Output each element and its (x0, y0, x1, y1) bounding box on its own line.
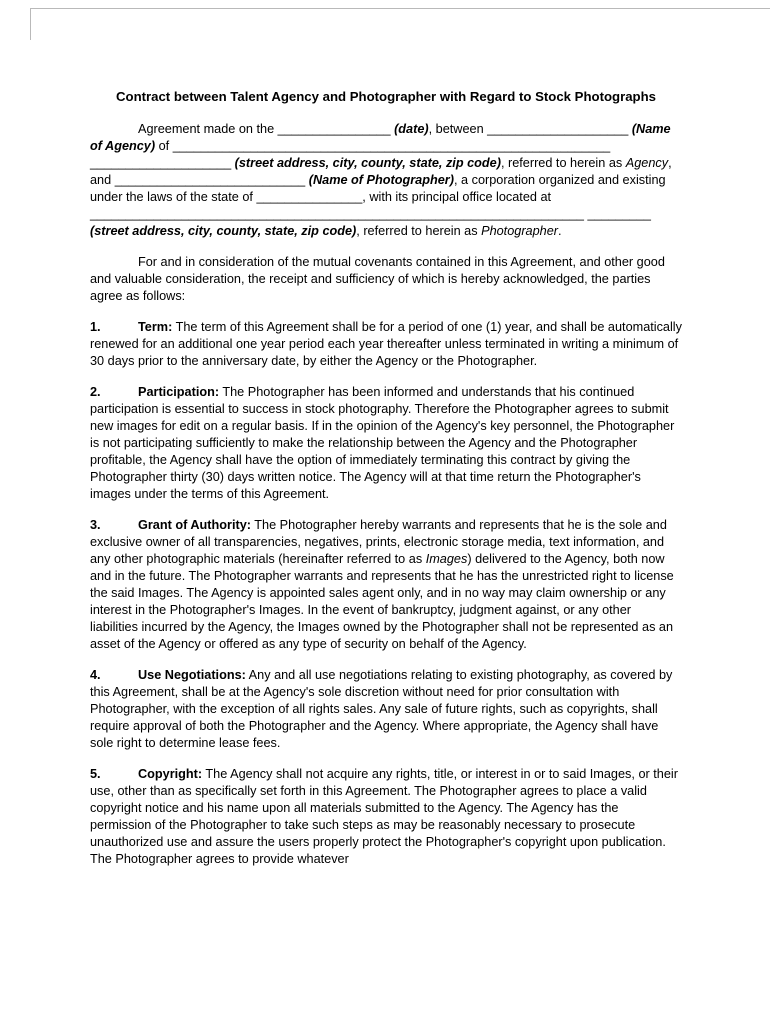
intro-paragraph (90, 121, 682, 240)
text-run: Images (425, 552, 468, 566)
section-4-number: 4. (90, 668, 101, 682)
text-run: , between ____________________ (428, 122, 632, 136)
section-2-participation (90, 384, 682, 503)
scan-edge-top (30, 8, 770, 9)
text-run: , a corporation organized and existing under the laws of the state of _______________, with its principal office located at ______________________________________________________________________ _________ (90, 173, 666, 221)
section-1-term (90, 319, 682, 370)
text-run: (street address, city, county, state, zip code) (234, 156, 501, 170)
scan-edge-left (30, 8, 31, 40)
text-run: (Name of Agency) (90, 122, 671, 153)
text-run: The Photographer has been informed and understands that his continued participation is essential to success in stock photography. Therefore the Photographer agrees to submit new images for edit on a regular basis. If in the opinion of the Agency's key personnel, the Photographer is not participating sufficiently to make the relationship between the Agency and the Photographer profitable, the Agency shall have the option of immediately terminating this contract by giving the Photographer thirty (30) days written notice. The Agency will at that time return the Photographer's images under the terms of this Agreement. (90, 385, 675, 501)
text-run: Photographer (481, 224, 558, 238)
text-run: , and ___________________________ (90, 156, 672, 187)
text-run: The Photographer hereby warrants and represents that he is the sole and exclusive owner of all transparencies, negatives, prints, electronic storage media, text information, and any other photographic materials (hereinafter referred to as (90, 518, 667, 566)
section-2-heading: Participation: (138, 385, 220, 399)
section-5-body (90, 767, 678, 866)
text-run: (Name of Photographer) (308, 173, 454, 187)
text-run: Agency (625, 156, 669, 170)
section-1-heading: Term: (138, 320, 173, 334)
text-run: ) delivered to the Agency, both now and in the future. The Photographer warrants and represents that he has the unrestricted right to license the said Images. The Agency is appointed sales agent only, and in no way may claim ownership or any interest in the Photographer's Images. In the event of bankruptcy, judgment against, or any other liabilities incurred by the Agency, the Images owned by the Photographer shall not be represented as an asset of the Agency or offered as any type of security on behalf of the Agency. (90, 552, 674, 651)
section-5-heading: Copyright: (138, 767, 203, 781)
document-title: Contract between Talent Agency and Photographer with Regard to Stock Photographs (115, 89, 656, 104)
section-1-body (90, 320, 682, 368)
section-3-heading: Grant of Authority: (138, 518, 251, 532)
section-5-number: 5. (90, 767, 101, 781)
section-4-heading: Use Negotiations: (138, 668, 246, 682)
text-run: The term of this Agreement shall be for a period of one (1) year, and shall be automatically renewed for an additional one year period each year thereafter unless terminated in writing a minimum of 30 days prior to the anniversary date, by either the Agency or the Photographer. (90, 320, 682, 368)
section-3-body (90, 518, 674, 651)
section-1-number: 1. (90, 320, 101, 334)
text-run: of ______________________________________________________________ ____________________ (90, 139, 611, 170)
section-5-copyright (90, 766, 682, 868)
text-run: For and in consideration of the mutual covenants contained in this Agreement, and other good and valuable consideration, the receipt and sufficiency of which is hereby acknowledged, the parties agree as follows: (90, 255, 665, 303)
section-3-number: 3. (90, 518, 101, 532)
section-2-body (90, 385, 674, 501)
consideration-paragraph (90, 254, 682, 305)
text-run: Any and all use negotiations relating to existing photography, as covered by this Agreement, shall be at the Agency's sole discretion without need for prior consultation with Photographer, with the exception of all rights sales. Any sale of future rights, such as copyrights, shall require approval of both the Photographer and the Agency. Where appropriate, the Agency shall have sole right to determine lease fees. (90, 668, 673, 750)
text-run: , referred to herein as (356, 224, 482, 238)
section-3-grant-of-authority (90, 517, 682, 653)
text-run: (date) (394, 122, 429, 136)
text-run: (street address, city, county, state, zip code) (90, 224, 357, 238)
section-4-use-negotiations (90, 667, 682, 752)
section-2-number: 2. (90, 385, 101, 399)
text-run: The Agency shall not acquire any rights, title, or interest in or to said Images, or their use, other than as specifically set forth in this Agreement. The Photographer agrees to place a valid copyright notice and his name upon all materials submitted to the Agency. The Agency has the permission of the Photographer to take such steps as may be reasonably necessary to prosecute unauthorized use and assure the users properly protect the Photographer's copyright upon publication. The Photographer agrees to provide whatever (90, 767, 678, 866)
text-run: . (558, 224, 562, 238)
text-run: , referred to herein as (500, 156, 626, 170)
text-run: Agreement made on the ________________ (138, 122, 395, 136)
